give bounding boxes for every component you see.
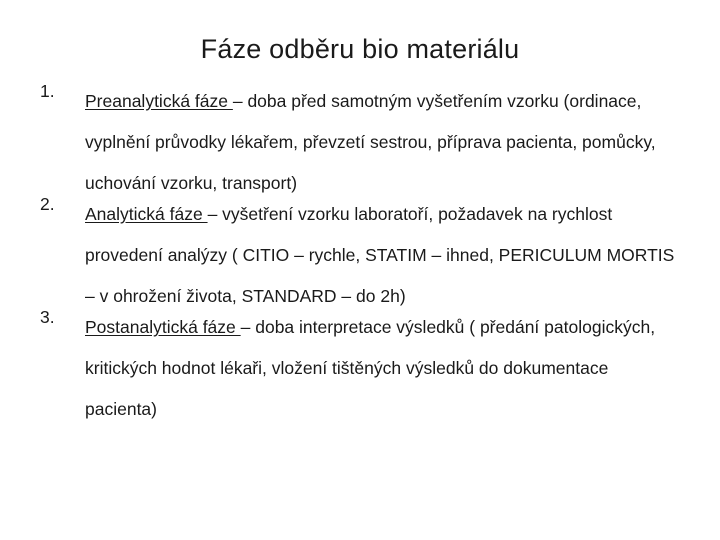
item-text [85,81,685,204]
phase-list [0,81,720,430]
item-description: – vyšetření vzorku laboratoří, požadavek na rychlost provedení analýzy ( CITIO – rychle, STATIM – ihned, PERICULUM MORTIS – v ohrožení života, STANDARD – do 2h) [85,204,675,306]
list-item-analytic [0,194,720,317]
item-number: 2. [40,194,55,214]
item-term: Preanalytická fáze [85,91,233,111]
item-term: Postanalytická fáze [85,317,241,337]
item-description: – doba interpretace výsledků ( předání patologických, kritických hodnot lékaři, vložení tištěných výsledků do dokumentace pacienta) [85,317,656,419]
slide-title: Fáze odběru bio materiálu [200,34,520,64]
item-text [85,194,685,317]
item-number: 3. [40,307,55,327]
item-number: 1. [40,81,55,101]
list-item-postanalytic [0,307,720,430]
item-text [85,307,685,430]
list-item-preanalytic [0,81,720,204]
item-description: – doba před samotným vyšetřením vzorku (ordinace, vyplnění průvodky lékařem, převzetí sestrou, příprava pacienta, pomůcky, uchování vzorku, transport) [85,91,656,193]
item-term: Analytická fáze [85,204,208,224]
